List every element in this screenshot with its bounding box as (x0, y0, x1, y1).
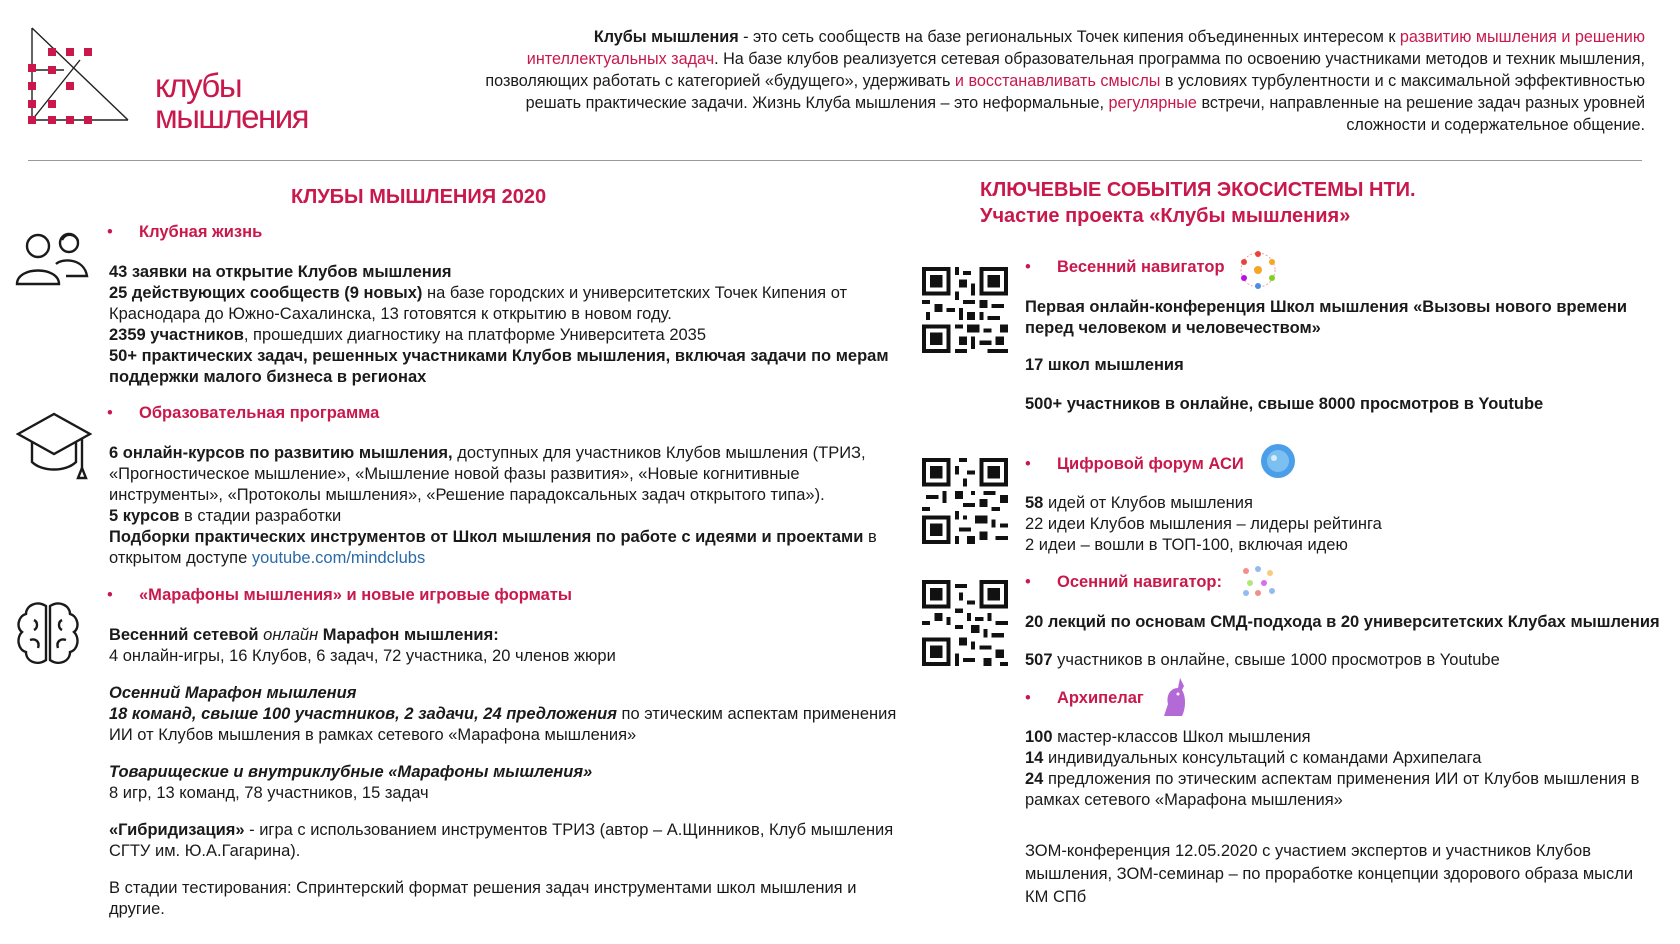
arch-line3: предложения по этическим аспектам применения ИИ от Клубов мышления в рамках сетевого «Марафона мышления» (1025, 770, 1640, 809)
friendly-text: 8 игр, 13 команд, 78 участников, 15 задач (109, 784, 429, 802)
edu-block (109, 443, 909, 569)
logo-line2: мышления (155, 98, 309, 135)
spring-nav-line3: 500+ участников в онлайне, свыше 8000 просмотров в Youtube (1025, 395, 1544, 413)
club-life-line2: на базе городских и университетских Точек Кипения от Краснодара до Южно-Сахалинска, 13 готовятся к открытию в новом году. (109, 284, 848, 323)
arch-line3-bold: 24 (1025, 770, 1044, 788)
intro-s3-red: регулярные (1108, 94, 1197, 112)
unicorn-icon (1160, 676, 1190, 718)
marathons-block (109, 625, 909, 920)
autumn-nav-line2: участников в онлайне, свыше 1000 просмотров в Youtube (1052, 651, 1500, 669)
autumn-title: Осенний Марафон мышления (109, 684, 357, 702)
brain-icon (14, 600, 82, 668)
intro-s1: - это сеть сообществ на базе региональных Точек кипения объединенных интересом к (738, 28, 1400, 46)
edu-line2: в стадии разработки (179, 507, 342, 525)
club-life-line3: , прошедших диагностику на платформе Университета 2035 (243, 326, 707, 344)
edu-line2-bold: 5 курсов (109, 507, 180, 525)
left-title: КЛУБЫ МЫШЛЕНИЯ 2020 (291, 186, 547, 208)
spring-i: онлайн (263, 626, 319, 644)
archipelago-heading: • Архипелаг (1025, 689, 1144, 707)
intro-bold: Клубы мышления (593, 28, 739, 46)
asi-heading-text: Цифровой форум АСИ (1057, 455, 1244, 473)
asi-block (1025, 493, 1665, 556)
spring-nav-heading-text: Весенний навигатор (1057, 258, 1225, 276)
edu-line3: в открытом доступе (109, 528, 877, 567)
hybrid-bold: «Гибридизация» (109, 821, 245, 839)
archipelago-block (1025, 727, 1675, 811)
edu-line1-bold: 6 онлайн-курсов по развитию мышления, (109, 444, 453, 462)
club-life-block (109, 262, 899, 388)
divider (28, 160, 1642, 161)
spring-nav-block (1025, 297, 1665, 415)
dots-network-icon (1240, 565, 1276, 597)
club-life-heading-text: Клубная жизнь (139, 223, 263, 241)
arch-line1-bold: 100 (1025, 728, 1053, 746)
spring-a: Весенний сетевой (109, 626, 264, 644)
logo-line1: клубы (155, 67, 242, 104)
asi-line2: 22 идеи Клубов мышления – лидеры рейтинга (1025, 515, 1382, 533)
mindclubs-link[interactable]: youtube.com/mindclubs (251, 549, 426, 567)
spring-b: Марафон мышления: (318, 626, 499, 644)
archipelago-heading-text: Архипелаг (1057, 689, 1144, 707)
people-icon (14, 228, 90, 286)
edu-heading-text: Образовательная программа (139, 404, 380, 422)
asi-line1: идей от Клубов мышления (1043, 494, 1253, 512)
clubs-logo-icon (20, 20, 140, 132)
network-icon (1238, 250, 1278, 290)
friendly-title: Товарищеские и внутриклубные «Марафоны мышления» (109, 763, 593, 781)
qr-code-spring[interactable] (922, 267, 1008, 353)
club-life-line4: 50+ практических задач, решенных участниками Клубов мышления, включая задачи по мерам поддержки малого бизнеса в регионах (109, 347, 889, 386)
arch-line2: индивидуальных консультаций с командами Архипелага (1043, 749, 1482, 767)
right-title1: КЛЮЧЕВЫЕ СОБЫТИЯ ЭКОСИСТЕМЫ НТИ. (980, 179, 1416, 201)
right-title2: Участие проекта «Клубы мышления» (980, 205, 1351, 227)
arch-line2-bold: 14 (1025, 749, 1044, 767)
intro-paragraph (470, 26, 1645, 136)
club-life-line1: 43 заявки на открытие Клубов мышления (109, 263, 452, 281)
spring-nav-heading: • Весенний навигатор (1025, 258, 1225, 276)
graduation-cap-icon (16, 408, 92, 484)
arch-line1: мастер-классов Школ мышления (1052, 728, 1311, 746)
autumn-text: по этическим аспектам применения ИИ от Клубов мышления в рамках сетевого «Марафона мышления» (109, 705, 897, 744)
asi-line3: 2 идеи – вошли в ТОП-100, включая идею (1025, 536, 1348, 554)
autumn-nav-line2-bold: 507 (1025, 651, 1053, 669)
asi-heading: • Цифровой форум АСИ (1025, 455, 1244, 473)
autumn-bold: 18 команд, свыше 100 участников, 2 задачи, 24 предложения (109, 705, 617, 723)
qr-code-asi[interactable] (922, 458, 1008, 544)
spring-text: 4 онлайн-игры, 16 Клубов, 6 задач, 72 участника, 20 членов жюри (109, 647, 616, 665)
club-life-heading: • Клубная жизнь (107, 223, 263, 241)
spring-nav-line1: Первая онлайн-конференция Школ мышления «Вызовы нового времени перед человеком и человечеством» (1025, 298, 1628, 337)
edu-heading: • Образовательная программа (107, 404, 380, 422)
intro-s2: . На базе клубов реализуется сетевая образовательная программа по освоению участниками методов и техник мышления, позволяющих работать с категорией «будущего», удерживать (485, 50, 1645, 90)
club-life-line3-bold: 2359 участников (109, 326, 244, 344)
qr-code-autumn[interactable] (922, 580, 1008, 666)
club-life-line2-bold: 25 действующих сообществ (9 новых) (109, 284, 423, 302)
intro-s3: в условиях турбулентности и с максимальной эффективностью решать практические задачи. Жизнь Клуба мышления – это неформальные, (525, 72, 1645, 112)
autumn-nav-block (1025, 612, 1675, 671)
autumn-nav-heading: • Осенний навигатор: (1025, 573, 1222, 591)
autumn-nav-heading-text: Осенний навигатор: (1057, 573, 1222, 591)
edu-line3-bold: Подборки практических инструментов от Школ мышления по работе с идеями и проектами (109, 528, 864, 546)
logo-text (155, 67, 309, 135)
intro-s4: встречи, направленные на решение задач разных уровней сложности и содержательное общение. (1196, 94, 1645, 134)
autumn-nav-line1: 20 лекций по основам СМД-подхода в 20 университетских Клубах мышления (1025, 613, 1660, 631)
zoom-text: ЗОМ-конференция 12.05.2020 с участием экспертов и участников Клубов мышления, ЗОМ-семинар – по проработке концепции здорового образа мысли КМ СПб (1025, 842, 1634, 906)
asi-line1-bold: 58 (1025, 494, 1044, 512)
globe-icon (1260, 443, 1296, 479)
spring-nav-line2: 17 школ мышления (1025, 356, 1184, 374)
marathons-heading: • «Марафоны мышления» и новые игровые форматы (107, 586, 572, 604)
testing-text: В стадии тестирования: Спринтерский формат решения задач инструментами школ мышления и другие. (109, 879, 857, 918)
edu-line1: доступных для участников Клубов мышления (ТРИЗ, «Прогностическое мышление», «Мышление новой фазы развития», «Новые когнитивные инструменты», «Протоколы мышления», «Решение парадоксальных задач открытого типа»). (109, 444, 866, 504)
marathons-heading-text: «Марафоны мышления» и новые игровые форматы (139, 586, 572, 604)
intro-s1-red: развитию мышления и решению интеллектуальных задач (526, 28, 1645, 68)
hybrid-text: - игра с использованием инструментов ТРИЗ (автор – А.Щинников, Клуб мышления СГТУ им. Ю.А.Гагарина). (109, 821, 894, 860)
intro-s2-red: и восстанавливать смыслы (954, 72, 1161, 90)
